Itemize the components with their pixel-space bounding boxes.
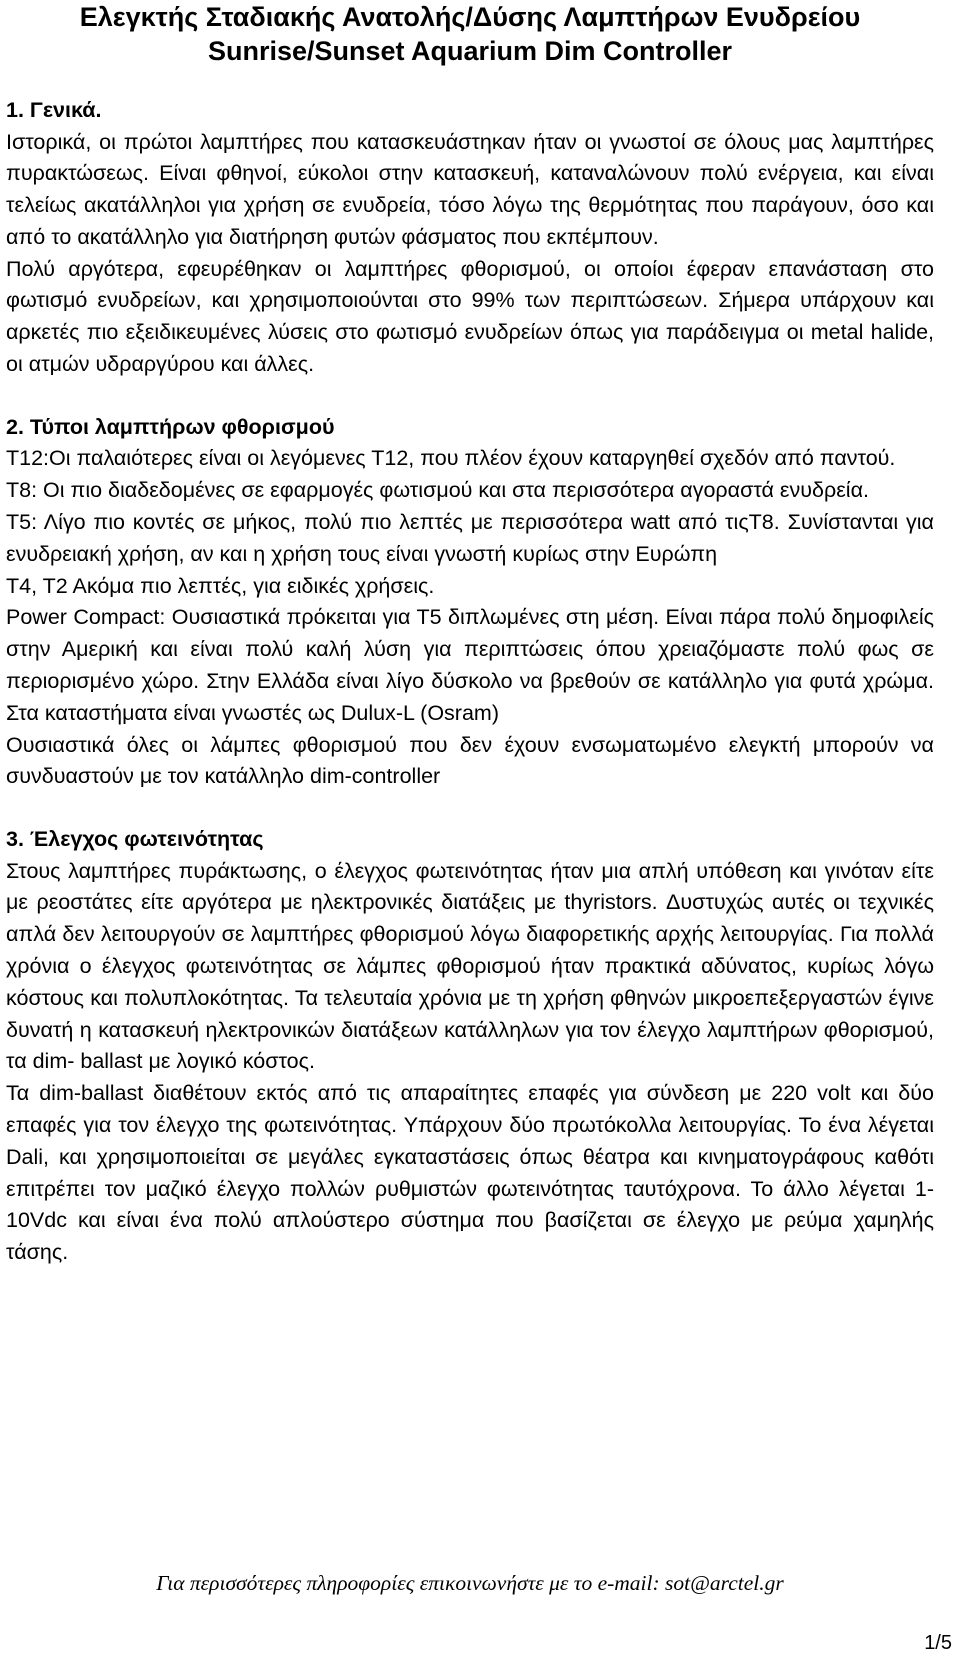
title-greek: Ελεγκτής Σταδιακής Ανατολής/Δύσης Λαμπτήρων Ενυδρείου: [79, 2, 861, 32]
footer-contact: Για περισσότερες πληροφορίες επικοινωνήστε με το e-mail: sot@arctel.gr: [156, 1571, 784, 1595]
paragraph: Τ4, Τ2 Ακόμα πιο λεπτές, για ειδικές χρήσεις.: [6, 573, 435, 598]
paragraph: Τα dim-ballast διαθέτουν εκτός από τις απαραίτητες επαφές για σύνδεση με 220 volt και δύο επαφές για τον έλεγχο της φωτεινότητας. Υπάρχουν δύο πρωτόκολλα λειτουργίας. Το ένα λέγεται Dali, και χρησιμοποιείται σε μεγάλες εγκαταστάσεις όπως θέατρα και κινηματογράφους καθότι επιτρέπει τον μαζικό έλεγχο πολλών ρυθμιστών φωτεινότητας ταυτόχρονα. Το άλλο λέγεται 1-10Vdc και είναι ένα πολύ απλούστερο σύστημα που βασίζεται σε έλεγχο με ρεύμα χαμηλής τάσης.: [6, 1081, 934, 1265]
paragraph: Τ5: Λίγο πιο κοντές σε μήκος, πολύ πιο λεπτές με περισσότερα watt από τιςΤ8. Συνίστανται για ενυδρειακή χρήση, αν και η χρήση τους είναι γνωστή κυρίως στην Ευρώπη: [6, 509, 934, 566]
section-heading: 3. Έλεγχος φωτεινότητας: [6, 827, 264, 852]
paragraph: Τ12:Οι παλαιότερες είναι οι λεγόμενες Τ12, που πλέον έχουν καταργηθεί σχεδόν από παντού.: [6, 446, 896, 471]
spacer: [6, 793, 934, 824]
paragraph: Ουσιαστικά όλες οι λάμπες φθορισμού που δεν έχουν ενσωματωμένο ελεγκτή μπορούν να συνδυαστούν με τον κατάλληλο dim-controller: [6, 732, 934, 789]
section-brightness-control: [6, 824, 934, 1269]
spacer: [6, 381, 934, 412]
document-page: [6, 0, 934, 1269]
title-english: Sunrise/Sunset Aquarium Dim Controller: [207, 36, 733, 66]
paragraph: Ιστορικά, οι πρώτοι λαμπτήρες που κατασκευάστηκαν ήταν οι γνωστοί σε όλους μας λαμπτήρες πυρακτώσεως. Είναι φθηνοί, εύκολοι στην κατασκευή, καταναλώνουν πολύ ενέργεια, και είναι τελείως ακατάλληλοι για χρήση σε ενυδρεία, τόσο λόγω της θερμότητας που παράγουν, όσο και από το ακατάλληλο για διατήρηση φυτών φάσματος που εκπέμπουν.: [6, 129, 934, 249]
section-heading: 2. Τύποι λαμπτήρων φθορισμού: [6, 414, 335, 439]
document-title: [6, 0, 934, 68]
section-heading: 1. Γενικά.: [6, 98, 102, 122]
page-number: 1/5: [924, 1632, 952, 1654]
paragraph: Τ8: Οι πιο διαδεδομένες σε εφαρμογές φωτισμού και στα περισσότερα αγοραστά ενυδρεία.: [6, 478, 869, 503]
paragraph: Power Compact: Ουσιαστικά πρόκειται για Τ5 διπλωμένες στη μέση. Είναι πάρα πολύ δημοφιλείς στην Αμερική και είναι πολύ καλή λύση για περιπτώσεις όπου χρειαζόμαστε πολύ φως σε περιορισμένο χώρο. Στην Ελλάδα είναι λίγο δύσκολο να βρεθούν σε κατάλληλο για φυτά χρώμα. Στα καταστήματα είναι γνωστές ως Dulux-L (Osram): [6, 605, 934, 725]
paragraph: Πολύ αργότερα, εφευρέθηκαν οι λαμπτήρες φθορισμού, οι οποίοι έφεραν επανάσταση στο φωτισμό ενυδρείων, και χρησιμοποιούνται στο 99% των περιπτώσεων. Σήμερα υπάρχουν και αρκετές πιο εξειδικευμένες λύσεις στο φωτισμό ενυδρείων όπως για παράδειγμα οι metal halide, οι ατμών υδραργύρου και άλλες.: [6, 256, 934, 377]
section-general: [6, 95, 934, 381]
paragraph: Στους λαμπτήρες πυράκτωσης, ο έλεγχος φωτεινότητας ήταν μια απλή υπόθεση και γινόταν είτε με ρεοστάτες είτε αργότερα με ηλεκτρονικές διατάξεις με thyristors. Δυστυχώς αυτές οι τεχνικές απλά δεν λειτουργούν σε λαμπτήρες φθορισμού λόγω διαφορετικής αρχής λειτουργίας. Για πολλά χρόνια ο έλεγχος φωτεινότητας σε λάμπες φθορισμού ήταν πρακτικά αδύνατος, κυρίως λόγω κόστους και πολυπλοκότητας. Τα τελευταία χρόνια με τη χρήση φθηνών μικροεπεξεργαστών έγινε δυνατή η κατασκευή ηλεκτρονικών διατάξεων κατάλληλων για τον έλεγχο λαμπτήρων φθορισμού, τα dim- ballast με λογικό κόστος.: [6, 858, 934, 1074]
section-lamp-types: [6, 412, 934, 793]
